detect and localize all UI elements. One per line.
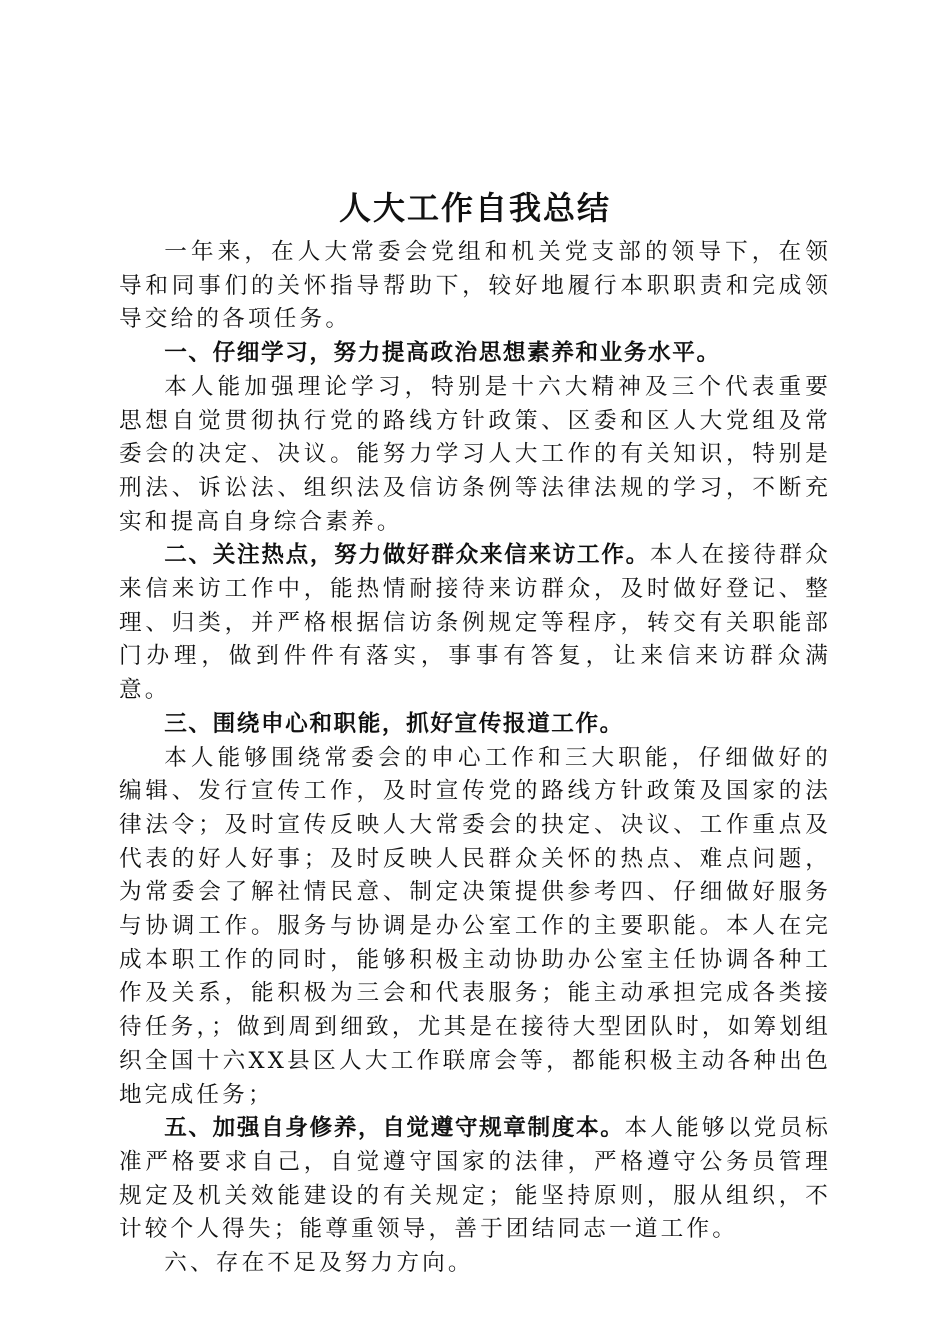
section-3-body: 本人能够围绕常委会的申心工作和三大职能，仔细做好的编辑、发行宣传工作，及时宣传党的路线方针政策及国家的法律法令；及时宣传反映人大常委会的抉定、决议、工作重点及代表的好人好事；及时反映人民群众关怀的热点、难点问题，为常委会了解社情民意、制定决策提供参考四、仔细做好服务与协调工作。服务与协调是办公室工作的主要职能。本人在完成本职工作的同时，能够积极主动协助办公室主任协调各种工作及关系，能积极为三会和代表服务；能主动承担完成各类接待任务，；做到周到细致，尤其是在接待大型团队时，如筹划组织全国十六XX县区人大工作联席会等，都能积极主动各种出色地完成任务； (119, 744, 831, 1108)
section-3-heading: 三、围绕申心和职能，抓好宣传报道工作。 (164, 710, 624, 737)
section-5-body: 本人能够以党员标准严格要求自己，自觉遵守国家的法律，严格遵守公务员管理规定及机关效能建设的有关规定；能坚持原则，服从组织，不计较个人得失；能尊重领导，善于团结同志一道工作。 (119, 1115, 831, 1243)
document-title: 人大工作自我总结 (338, 189, 611, 227)
section-2-body: 本人在接待群众来信来访工作中，能热情耐接待来访群众，及时做好登记、整理、归类，并严格根据信访条例规定等程序，转交有关职能部门办理，做到件件有落实，事事有答复，让来信来访群众满意。 (119, 542, 831, 704)
document-page (119, 182, 831, 1281)
section-1-body: 本人能加强理论学习，特别是十六大精神及三个代表重要思想自觉贯彻执行党的路线方针政策、区委和区人大党组及常委会的决定、决议。能努力学习人大工作的有关知识，特别是刑法、诉讼法、组织法及信访条例等法律法规的学习，不断充实和提高自身综合素养。 (119, 373, 831, 535)
section-5-heading: 五、加强自身修养，自觉遵守规章制度本。 (164, 1115, 625, 1142)
section-2-heading: 二、关注热点，努力做好群众来信来访工作。 (164, 542, 650, 569)
section-5-paragraph (119, 1112, 831, 1247)
section-2-paragraph (119, 539, 831, 708)
section-6-heading: 六、存在不足及努力方向。 (164, 1250, 474, 1277)
intro-paragraph: 一年来，在人大常委会党组和机关党支部的领导下，在领导和同事们的关怀指导帮助下，较好地履行本职职责和完成领导交给的各项任务。 (119, 239, 831, 333)
section-1-heading: 一、仔细学习，努力提高政治思想素养和业务水平。 (164, 340, 721, 367)
